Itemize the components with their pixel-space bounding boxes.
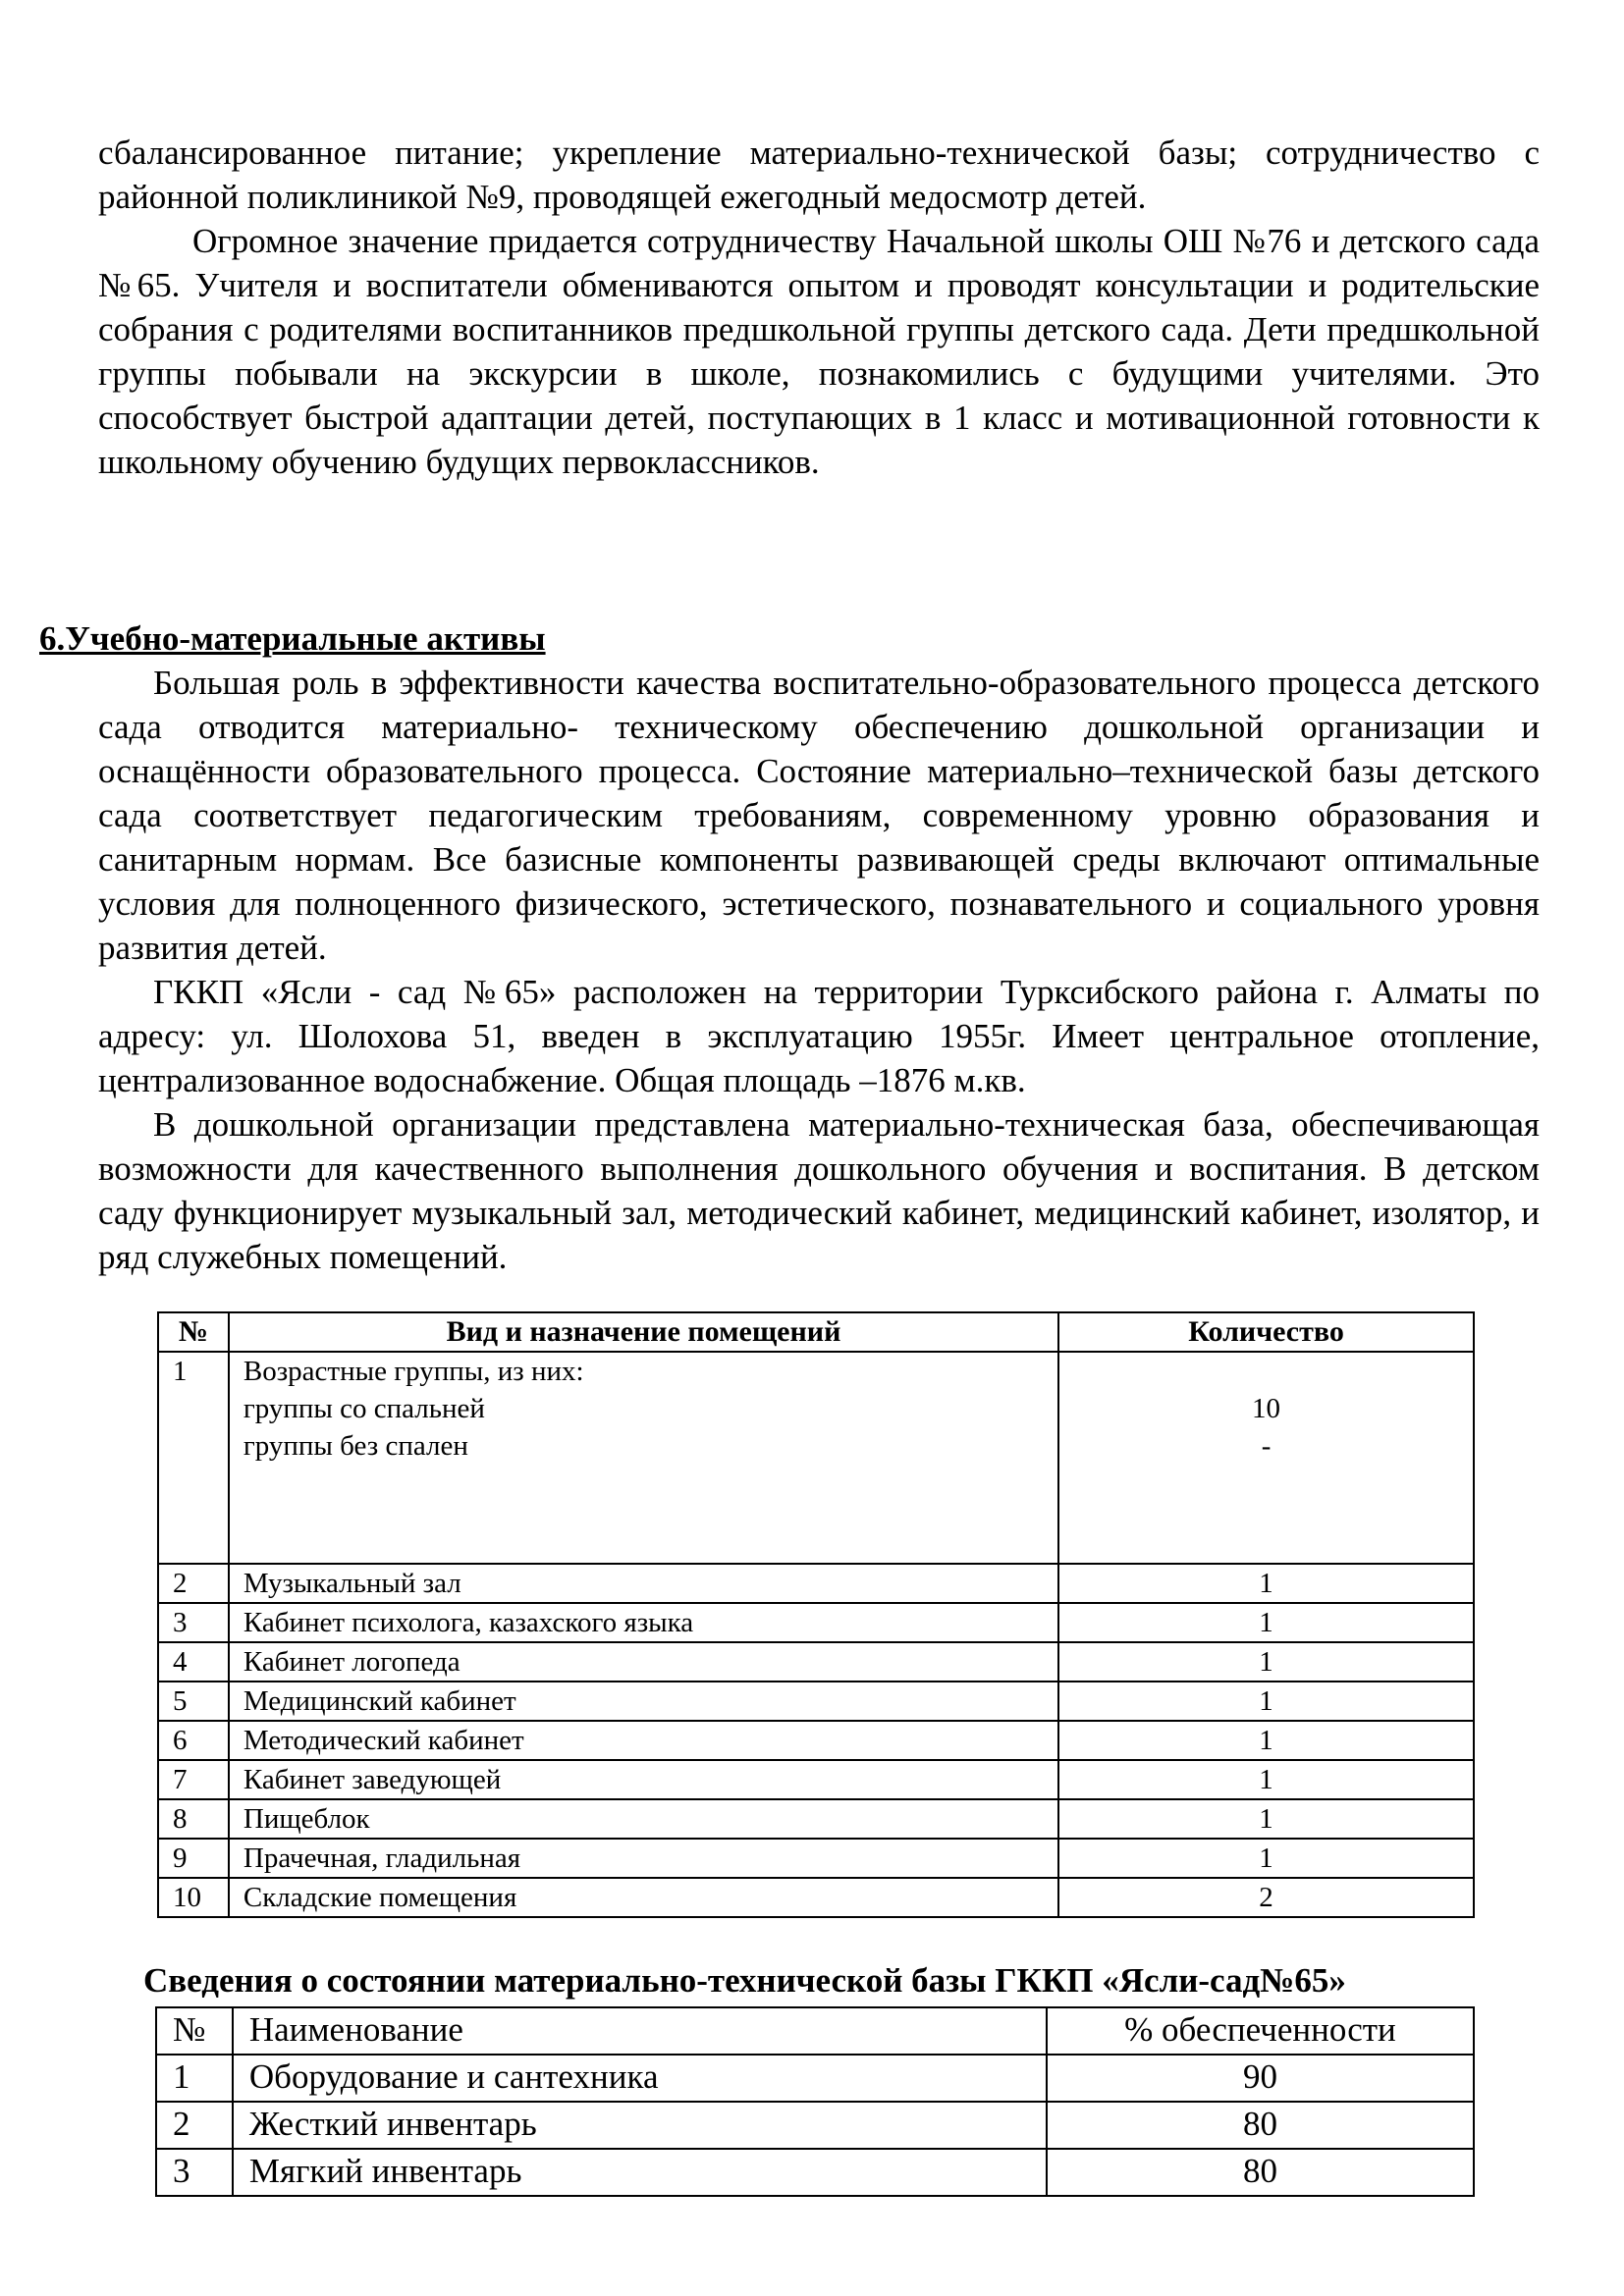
table-row xyxy=(156,2055,1474,2102)
row-name: Пищеблок xyxy=(229,1799,1058,1839)
row-name: Кабинет заведующей xyxy=(229,1760,1058,1799)
row-name: Жесткий инвентарь xyxy=(233,2102,1047,2149)
paragraph-location: ГККП «Ясли - сад №65» расположен на территории Турксибского района г. Алматы по адресу: ул. Шолохова 51, введен в эксплуатацию 1955г. Имеет центральное отопление, централизованное водоснабжение. Общая площадь –1876 м.кв. xyxy=(98,973,1540,1099)
row-name-sub1: группы со спальней xyxy=(243,1393,485,1424)
row-qty: 1 xyxy=(1058,1603,1474,1642)
row-name-main: Возрастные группы, из них: xyxy=(243,1356,584,1387)
paragraph-role: Большая роль в эффективности качества воспитательно-образовательного процесса детского сада отводится материально- техническому обеспечению дошкольной организации и оснащённости образовательного процесса. Состояние материально–технической базы детского сада соответствует педагогическим требованиям, современному уровню образования и санитарным нормам. Все базисные компоненты развивающей среды включают оптимальные условия для полноценного физического, эстетического, познавательного и социального уровня развития детей. xyxy=(98,664,1540,967)
row-pct: 90 xyxy=(1047,2055,1474,2102)
rooms-table xyxy=(157,1311,1475,1918)
row-name-sub2: группы без спален xyxy=(243,1430,468,1462)
row-qty xyxy=(1058,1352,1474,1564)
row-name xyxy=(229,1352,1058,1564)
table-row xyxy=(158,1682,1474,1721)
rooms-table-header xyxy=(158,1312,1474,1352)
row-num: 5 xyxy=(158,1682,229,1721)
header-qty: Количество xyxy=(1058,1312,1474,1352)
row-num: 4 xyxy=(158,1642,229,1682)
row-num: 3 xyxy=(158,1603,229,1642)
table-row xyxy=(158,1642,1474,1682)
row-qty-sub1: 10 xyxy=(1252,1393,1281,1424)
table-row xyxy=(158,1564,1474,1603)
row-num: 1 xyxy=(156,2055,233,2102)
row-num: 7 xyxy=(158,1760,229,1799)
supply-table-header xyxy=(156,2007,1474,2055)
table-row xyxy=(156,2149,1474,2196)
row-name: Оборудование и сантехника xyxy=(233,2055,1047,2102)
row-qty-sub2: - xyxy=(1261,1430,1272,1462)
row-name: Кабинет логопеда xyxy=(229,1642,1058,1682)
row-num: 2 xyxy=(158,1564,229,1603)
row-num: 6 xyxy=(158,1721,229,1760)
paragraph-continued: сбалансированное питание; укрепление материально-технической базы; сотрудничество с районной поликлиникой №9, проводящей ежегодный медосмотр детей. xyxy=(98,133,1540,216)
row-name: Складские помещения xyxy=(229,1878,1058,1917)
row-qty: 1 xyxy=(1058,1564,1474,1603)
text-block-section xyxy=(98,661,1540,1279)
header-name: Вид и назначение помещений xyxy=(229,1312,1058,1352)
row-qty: 1 xyxy=(1058,1799,1474,1839)
row-name: Музыкальный зал xyxy=(229,1564,1058,1603)
supply-table-title: Сведения о состоянии материально-технической базы ГККП «Ясли-сад№65» xyxy=(143,1961,1346,2000)
row-qty: 1 xyxy=(1058,1721,1474,1760)
table-row xyxy=(158,1878,1474,1917)
row-num: 8 xyxy=(158,1799,229,1839)
header-pct: % обеспеченности xyxy=(1047,2007,1474,2055)
row-qty: 1 xyxy=(1058,1839,1474,1878)
row-qty: 2 xyxy=(1058,1878,1474,1917)
paragraph-base: В дошкольной организации представлена материально-техническая база, обеспечивающая возможности для качественного выполнения дошкольного обучения и воспитания. В детском саду функционирует музыкальный зал, методический кабинет, медицинский кабинет, изолятор, и ряд служебных помещений. xyxy=(98,1105,1540,1276)
table-row xyxy=(158,1839,1474,1878)
section-heading: 6.Учебно-материальные активы xyxy=(39,619,546,658)
row-num: 3 xyxy=(156,2149,233,2196)
table-row xyxy=(158,1352,1474,1564)
row-num: 2 xyxy=(156,2102,233,2149)
supply-table xyxy=(155,2006,1475,2197)
header-num: № xyxy=(156,2007,233,2055)
row-qty: 1 xyxy=(1058,1760,1474,1799)
row-qty: 1 xyxy=(1058,1682,1474,1721)
table-row xyxy=(158,1760,1474,1799)
row-pct: 80 xyxy=(1047,2149,1474,2196)
row-num: 9 xyxy=(158,1839,229,1878)
text-block-top xyxy=(98,131,1540,484)
table-row xyxy=(158,1799,1474,1839)
row-pct: 80 xyxy=(1047,2102,1474,2149)
table-row xyxy=(158,1721,1474,1760)
row-name: Прачечная, гладильная xyxy=(229,1839,1058,1878)
row-num: 10 xyxy=(158,1878,229,1917)
table-row xyxy=(158,1603,1474,1642)
header-name: Наименование xyxy=(233,2007,1047,2055)
paragraph-school-cooperation: Огромное значение придается сотрудничеству Начальной школы ОШ №76 и детского сада №65. Учителя и воспитатели обмениваются опытом и проводят консультации и родительские собрания с родителями воспитанников предшкольной группы детского сада. Дети предшкольной группы побывали на экскурсии в школе, познакомились с будущими учителями. Это способствует быстрой адаптации детей, поступающих в 1 класс и мотивационной готовности к школьному обучению будущих первоклассников. xyxy=(98,222,1540,481)
row-name: Кабинет психолога, казахского языка xyxy=(229,1603,1058,1642)
row-name: Медицинский кабинет xyxy=(229,1682,1058,1721)
header-num: № xyxy=(158,1312,229,1352)
table-row xyxy=(156,2102,1474,2149)
row-name: Мягкий инвентарь xyxy=(233,2149,1047,2196)
row-num: 1 xyxy=(158,1352,229,1564)
row-name: Методический кабинет xyxy=(229,1721,1058,1760)
row-qty: 1 xyxy=(1058,1642,1474,1682)
